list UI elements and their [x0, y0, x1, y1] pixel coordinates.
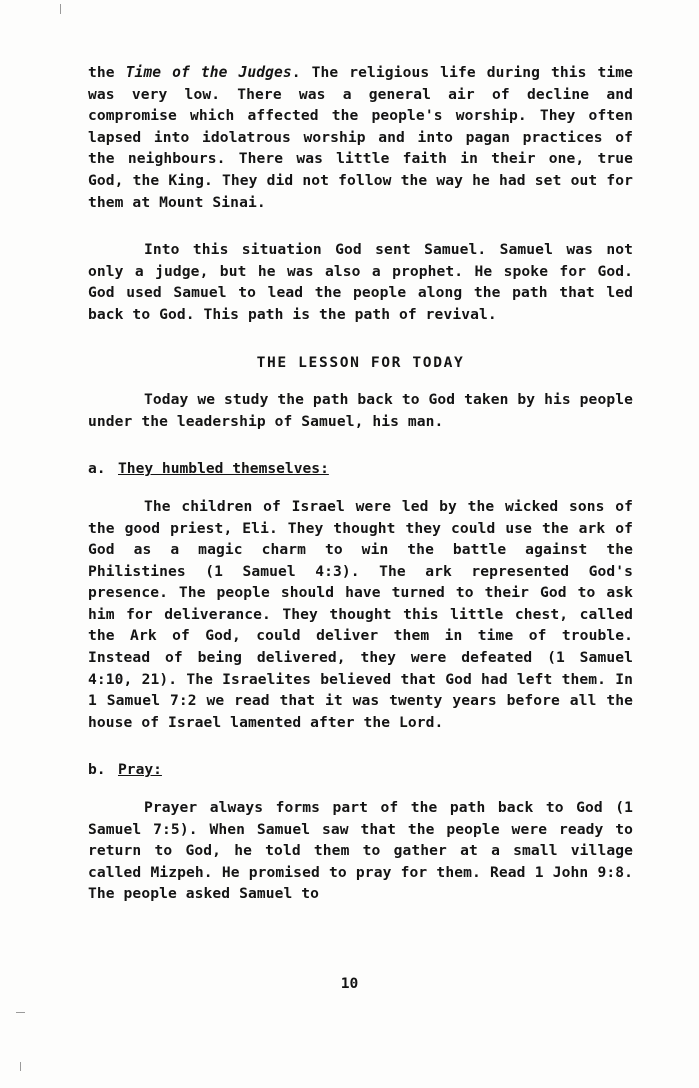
spacer	[88, 373, 633, 389]
document-body	[88, 62, 633, 905]
spacer	[88, 480, 633, 496]
list-item-b-label: Pray:	[118, 761, 162, 779]
page-number: 10	[340, 975, 359, 992]
list-item-b-marker: b.	[88, 761, 106, 779]
scan-edge-mark-bottom	[20, 1062, 21, 1071]
spacer	[88, 781, 633, 797]
spacer	[88, 326, 633, 352]
book-title-italic: Time of the Judges	[125, 64, 292, 81]
paragraph-pray: Prayer always forms part of the path back to God (1 Samuel 7:5). When Samuel saw that the people were ready to return to God, he told them to gather at a small village called Mizpeh. He promised to pray for them. Read 1 John 9:8. The people asked Samuel to	[88, 799, 633, 903]
scan-edge-mark-top	[60, 4, 61, 14]
paragraph-samuel: Into this situation God sent Samuel. Samuel was not only a judge, but he was also a prophet. He spoke for God. God used Samuel to lead the people along the path that led back to God. This path is the path of revival.	[88, 241, 633, 323]
spacer	[88, 213, 633, 239]
section-heading-lesson: THE LESSON FOR TODAY	[256, 353, 465, 371]
paragraph-judges-prefix: the	[88, 64, 126, 81]
paragraph-judges	[88, 62, 633, 213]
list-item-b	[88, 759, 633, 781]
list-item-a-label: They humbled themselves:	[118, 460, 329, 478]
scan-edge-mark-left	[16, 1012, 25, 1013]
spacer	[88, 733, 633, 759]
paragraph-humbled: The children of Israel were led by the wicked sons of the good priest, Eli. They thought they could use the ark of God as a magic charm to win the battle against the Philistines (1 Samuel 4:3). The ark represented God's presence. The people should have turned to their God to ask him for deliverance. They thought this little chest, called the Ark of God, could deliver them in time of trouble. Instead of being delivered, they were defeated (1 Samuel 4:10, 21). The Israelites believed that God had left them. In 1 Samuel 7:2 we read that it was twenty years before all the house of Israel lamented after the Lord.	[88, 497, 633, 731]
list-item-a-marker: a.	[88, 460, 106, 478]
paragraph-judges-text: . The religious life during this time was very low. There was a general air of decline and compromise which affected the people's worship. They often lapsed into idolatrous worship and into pagan practices of the neighbours. There was little faith in their one, true God, the King. They did not follow the way he had set out for them at Mount Sinai.	[88, 64, 634, 211]
paragraph-today: Today we study the path back to God taken by his people under the leadership of Samuel, his man.	[88, 391, 633, 430]
list-item-a	[88, 458, 633, 480]
spacer	[88, 432, 633, 458]
